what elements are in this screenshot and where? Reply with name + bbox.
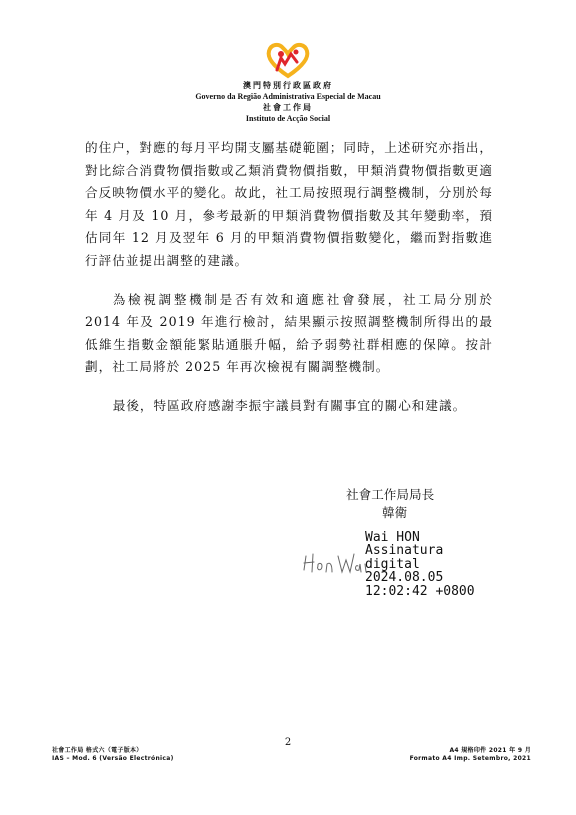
handwritten-signature [300,548,370,578]
signature-line: Wai HON [365,530,420,545]
footer-form-zh: 社會工作局 格式六（電子版本） [52,747,143,754]
footer-form-pt: IAS – Mod. 6 (Versão Electrónica) [52,755,174,762]
org-name-zh: 澳門特別行政區政府 [243,81,333,90]
bureau-name-zh: 社會工作局 [263,103,313,112]
footer-print-zh: A4 規格印件 2021 年 9 月 [449,747,531,754]
paragraph: 最後，特區政府感謝李振宇議員對有關事宜的關心和建議。 [112,397,467,413]
footer-right [410,747,531,763]
signature-line: Assinatura [365,543,444,559]
footer-print-pt: Formato A4 Imp. Setembro, 2021 [409,755,531,762]
signature-line: 2024.08.05 [365,570,444,586]
signature-line: digital [365,556,420,572]
paragraph: 為檢視調整機制是否有效和適應社會發展，社工局分別於 2014 年及 2019 年進行檢討，結果顯示按照調整機制所得出的最低維生指數金額能緊貼通脹升幅，給予弱勢社群相應的保障。按計劃，社工局將於 2025 年再次檢視有關調整機制。 [85,291,493,375]
bureau-name-pt: Instituto de Acção Social [245,114,331,123]
letter-body [85,137,493,434]
page-number: 2 [284,737,292,748]
footer-left [52,747,174,763]
ias-logo-icon [263,40,313,80]
org-name-pt: Governo da Região Administrativa Especial de Macau [195,92,381,101]
signatory-name: 韓衛 [382,505,408,520]
signature-line: 12:02:42 +0800 [365,583,475,599]
signatory-title: 社會工作局局長 [346,487,435,502]
paragraph: 的住户，對應的每月平均開支屬基礎範圍；同時，上述研究亦指出，對比綜合消費物價指數或乙類消費物價指數，甲類消費物價指數更適合反映物價水平的變化。故此，社工局按照現行調整機制，分別於每年 4 月及 10 月，參考最新的甲類消費物價指數及其年變動率，預估同年 12 月及翌年 6 月的甲類消費物價指數變化，繼而對指數進行評估並提出調整的建議。 [85,140,493,268]
digital-signature-block [365,531,475,598]
letterhead [0,40,576,124]
